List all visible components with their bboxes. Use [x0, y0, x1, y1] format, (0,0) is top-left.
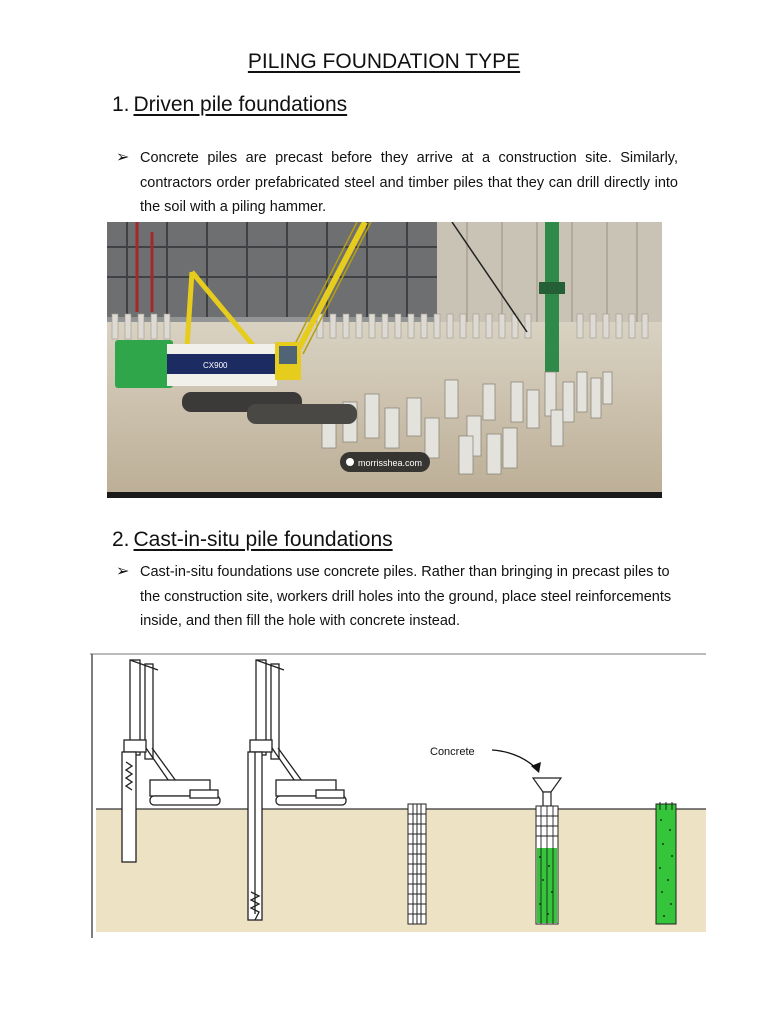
section-2-heading	[112, 528, 393, 552]
pile-process-illustration	[90, 652, 710, 942]
cast-in-situ-diagram	[90, 652, 710, 942]
photo-watermark: morrisshea.com	[358, 458, 423, 468]
construction-site-image	[107, 222, 662, 498]
section-1-title: Driven pile foundations	[133, 93, 348, 116]
concrete-label: Concrete	[430, 746, 475, 758]
section-2-bullet-text: Cast-in-situ foundations use concrete piles. Rather than bringing in precast piles to the construction site, workers drill holes into the ground, place steel reinforcements inside, and then fill the hole with concrete instead.	[140, 564, 672, 629]
bullet-arrow-icon: ➢	[116, 563, 130, 580]
section-2-title: Cast-in-situ pile foundations	[133, 528, 393, 551]
document-title: PILING FOUNDATION TYPE	[247, 50, 521, 73]
crane-label: CX900	[203, 361, 228, 370]
globe-icon	[346, 458, 354, 466]
section-1-heading	[112, 93, 347, 117]
section-1-bullet-text: Concrete piles are precast before they arrive at a construction site. Similarly, contractors order prefabricated steel and timber piles that they can drill directly into the soil with a piling hammer.	[140, 150, 678, 215]
driven-piles-photo	[107, 222, 662, 498]
section-2-bullet	[116, 560, 678, 634]
bullet-arrow-icon: ➢	[116, 149, 130, 166]
finished-concrete-pile	[656, 802, 676, 924]
soil-layer	[96, 809, 706, 932]
section-2-number: 2.	[112, 528, 130, 551]
section-1-number: 1.	[112, 93, 130, 116]
reinforcement-cage	[408, 804, 426, 924]
section-1-bullet	[116, 146, 678, 220]
